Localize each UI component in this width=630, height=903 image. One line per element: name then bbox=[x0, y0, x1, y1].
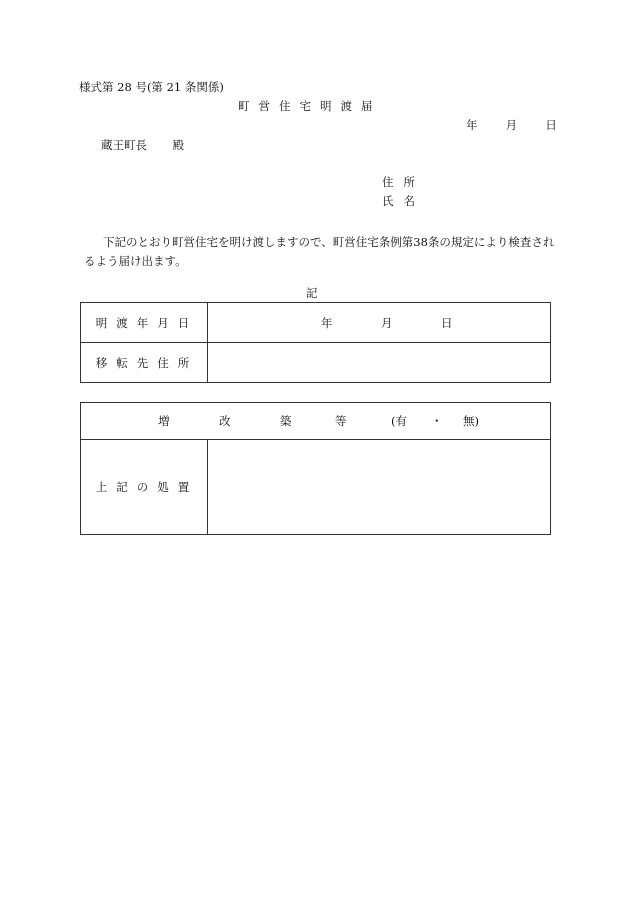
renovation-table bbox=[80, 402, 551, 535]
day-label: 日 bbox=[545, 118, 557, 132]
table-row bbox=[81, 343, 551, 383]
renovation-char: 等 bbox=[335, 414, 347, 428]
renovation-char: 改 bbox=[219, 414, 231, 428]
ki-heading: 記 bbox=[306, 286, 318, 300]
table-row bbox=[81, 303, 551, 343]
disposition-label: 上記の処置 bbox=[81, 440, 208, 535]
renovation-char: 増 bbox=[158, 414, 170, 428]
move-out-table bbox=[80, 302, 551, 383]
year-label: 年 bbox=[466, 118, 478, 132]
month-label: 月 bbox=[381, 315, 393, 330]
table-row bbox=[81, 440, 551, 535]
notice-body: 下記のとおり町営住宅を明け渡しますので、町営住宅条例第38条の規定により検査されるよう届け出ます。 bbox=[84, 235, 555, 268]
form-number: 様式第 28 号(第 21 条関係) bbox=[79, 80, 224, 94]
applicant-name-label: 氏名 bbox=[382, 194, 425, 208]
new-address-field[interactable] bbox=[208, 343, 551, 383]
new-address-label: 移転先住所 bbox=[81, 343, 208, 383]
document-title: 町営住宅明渡届 bbox=[238, 99, 382, 113]
renovation-header bbox=[81, 403, 551, 440]
year-label: 年 bbox=[321, 315, 333, 330]
no-option[interactable]: 無) bbox=[463, 414, 479, 428]
submission-date bbox=[466, 120, 557, 132]
move-out-date-label: 明渡年月日 bbox=[81, 303, 208, 343]
separator-dot: ・ bbox=[431, 414, 443, 428]
disposition-field[interactable] bbox=[208, 440, 551, 535]
renovation-char: 築 bbox=[280, 414, 292, 428]
yes-option[interactable]: (有 bbox=[391, 414, 407, 428]
move-out-date-field[interactable] bbox=[208, 303, 551, 343]
addressee-honorific: 殿 bbox=[172, 138, 185, 152]
table-row bbox=[81, 403, 551, 440]
applicant-address-label: 住所 bbox=[382, 175, 425, 189]
addressee-name: 蔵王町長 bbox=[101, 138, 147, 152]
month-label: 月 bbox=[505, 118, 518, 132]
day-label: 日 bbox=[441, 315, 453, 330]
addressee bbox=[101, 140, 184, 152]
